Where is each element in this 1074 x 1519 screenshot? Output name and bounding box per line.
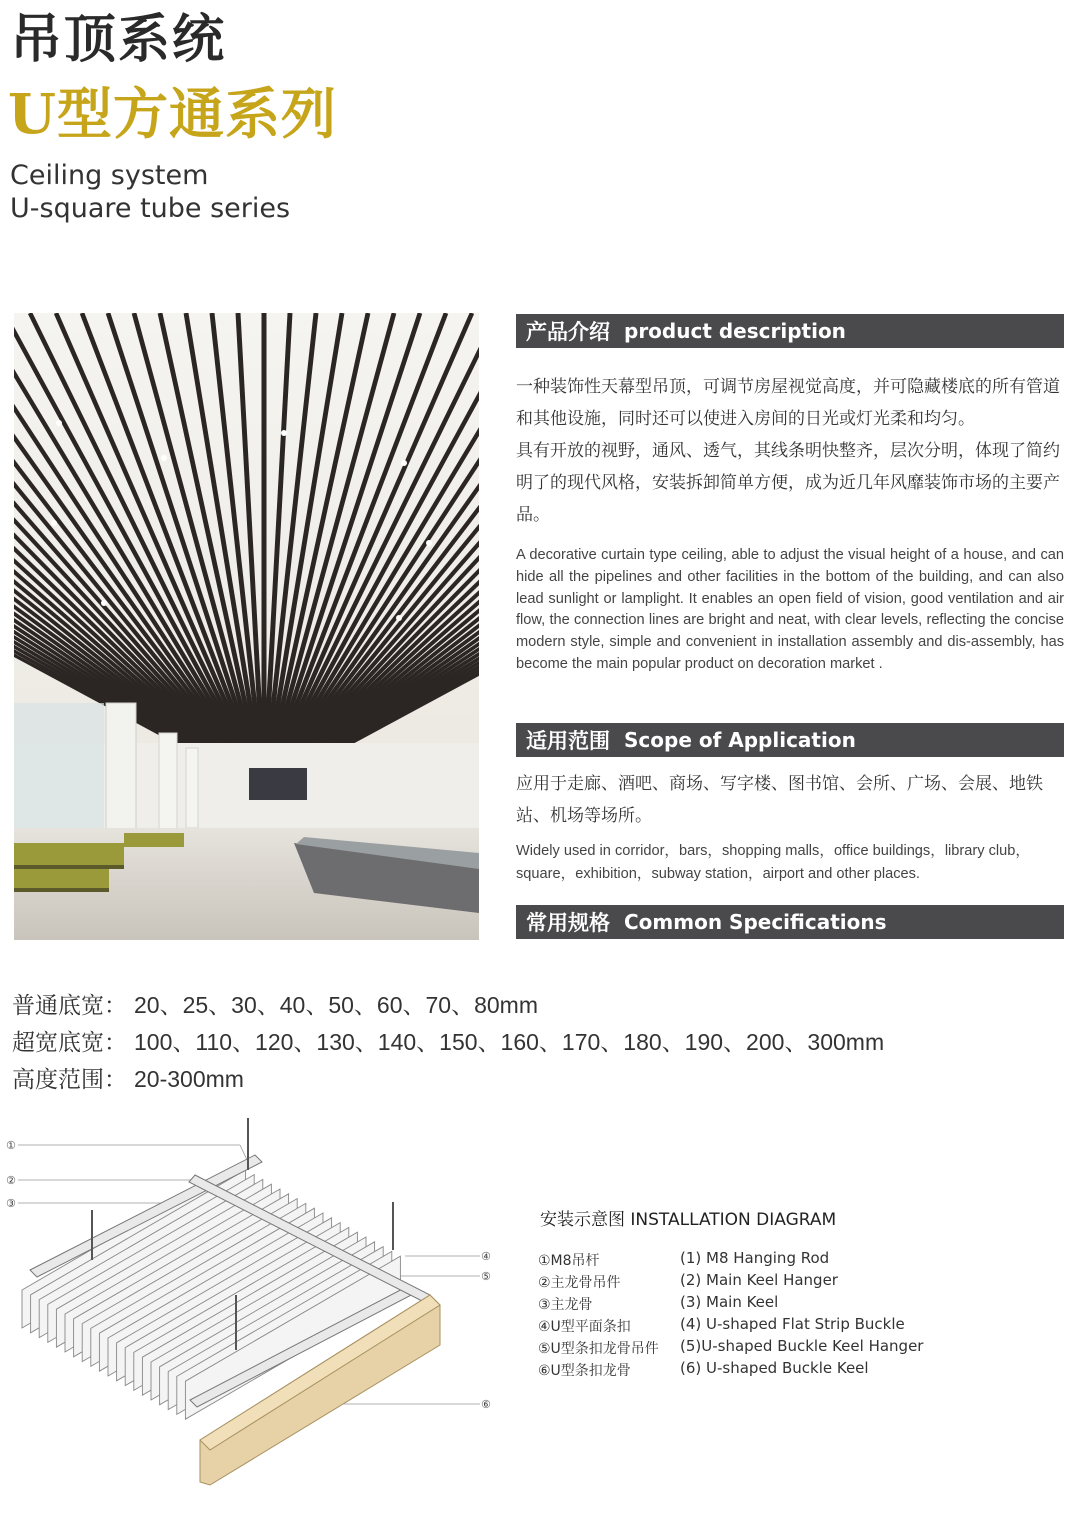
spec-value: 20、25、30、40、50、60、70、80mm <box>134 992 538 1018</box>
section-bar-description <box>516 314 1064 348</box>
legend-item-en: (5)U-shaped Buckle Keel Hanger <box>680 1337 924 1355</box>
description-paragraph-cn-2: 具有开放的视野，通风、透气，其线条明快整齐，层次分明，体现了简约明了的现代风格，安装拆卸简单方便，成为近几年风靡装饰市场的主要产品。 <box>516 441 1060 525</box>
section-title-cn: 适用范围 <box>526 729 610 753</box>
legend-item-cn: ①M8吊杆 <box>538 1253 600 1269</box>
page-subtitle-cn: U型方通系列 <box>8 81 337 146</box>
spec-row-wide-width <box>12 1024 884 1057</box>
description-paragraph-cn-1: 一种装饰性天幕型吊顶，可调节房屋视觉高度，并可隐藏楼底的所有管道和其他设施，同时还可以使进入房间的日光或灯光柔和均匀。 <box>516 377 1060 429</box>
page-subtitle-en: U-square tube series <box>10 193 291 224</box>
callout-1: ① <box>6 1139 16 1152</box>
callout-4: ④ <box>481 1250 491 1263</box>
legend-item-cn: ②主龙骨吊件 <box>538 1275 621 1291</box>
section-bar-scope <box>516 723 1064 757</box>
spec-label: 普通底宽： <box>12 993 127 1019</box>
spec-label: 超宽底宽： <box>12 1030 127 1056</box>
legend-item-en: (3) Main Keel <box>680 1293 779 1311</box>
page-title-cn: 吊顶系统 <box>10 9 227 70</box>
section-title-en: product description <box>624 319 846 343</box>
legend-item-cn: ⑤U型条扣龙骨吊件 <box>538 1341 659 1357</box>
section-bar-specs <box>516 905 1064 939</box>
ceiling-photo <box>14 313 479 940</box>
section-title-en: Scope of Application <box>624 728 856 752</box>
legend-item-cn: ⑥U型条扣龙骨 <box>538 1363 631 1379</box>
spec-row-standard-width <box>12 987 538 1020</box>
page-title-en: Ceiling system <box>10 160 209 191</box>
installation-diagram <box>0 1110 510 1490</box>
section-title-cn: 常用规格 <box>526 911 610 935</box>
section-title-cn: 产品介绍 <box>526 320 610 344</box>
spec-value: 20-300mm <box>134 1066 244 1092</box>
spec-row-height-range <box>12 1061 244 1094</box>
callout-5: ⑤ <box>481 1270 491 1283</box>
legend-item-en: (2) Main Keel Hanger <box>680 1271 838 1289</box>
legend-item-cn: ③主龙骨 <box>538 1297 593 1313</box>
legend-item-en: (1) M8 Hanging Rod <box>680 1249 830 1267</box>
callout-2: ② <box>6 1174 16 1187</box>
legend-item-en: (4) U-shaped Flat Strip Buckle <box>680 1315 905 1333</box>
spec-label: 高度范围： <box>12 1067 127 1093</box>
section-title-en: Common Specifications <box>624 910 887 934</box>
description-paragraph-en: A decorative curtain type ceiling, able to adjust the visual height of a house, and can hide all the pipelines and other facilities in the bottom of the building, and can also lead sunlight or lamplight. It enables an open field of vision, good ventilation and air flow, the connection lines are bright and neat, with clear levels, reflecting the concise modern style, simple and convenient in installation assembly and dis-assembly, has become the main popular product on decoration market . <box>516 547 1064 672</box>
scope-paragraph-en: Widely used in corridor，bars，shopping malls，office buildings，library club，square，exhibition，subway station，airport and other places. <box>516 843 1030 882</box>
legend-item-cn: ④U型平面条扣 <box>538 1319 631 1335</box>
callout-6: ⑥ <box>481 1398 491 1411</box>
scope-paragraph-cn: 应用于走廊、酒吧、商场、写字楼、图书馆、会所、广场、会展、地铁站、机场等场所。 <box>516 774 1043 826</box>
legend-item-en: (6) U-shaped Buckle Keel <box>680 1359 869 1377</box>
callout-3: ③ <box>6 1197 16 1210</box>
ceiling-photo-illustration <box>14 313 479 940</box>
spec-value: 100、110、120、130、140、150、160、170、180、190、200、300mm <box>134 1029 885 1055</box>
diagram-title: 安装示意图 INSTALLATION DIAGRAM <box>540 1210 837 1230</box>
